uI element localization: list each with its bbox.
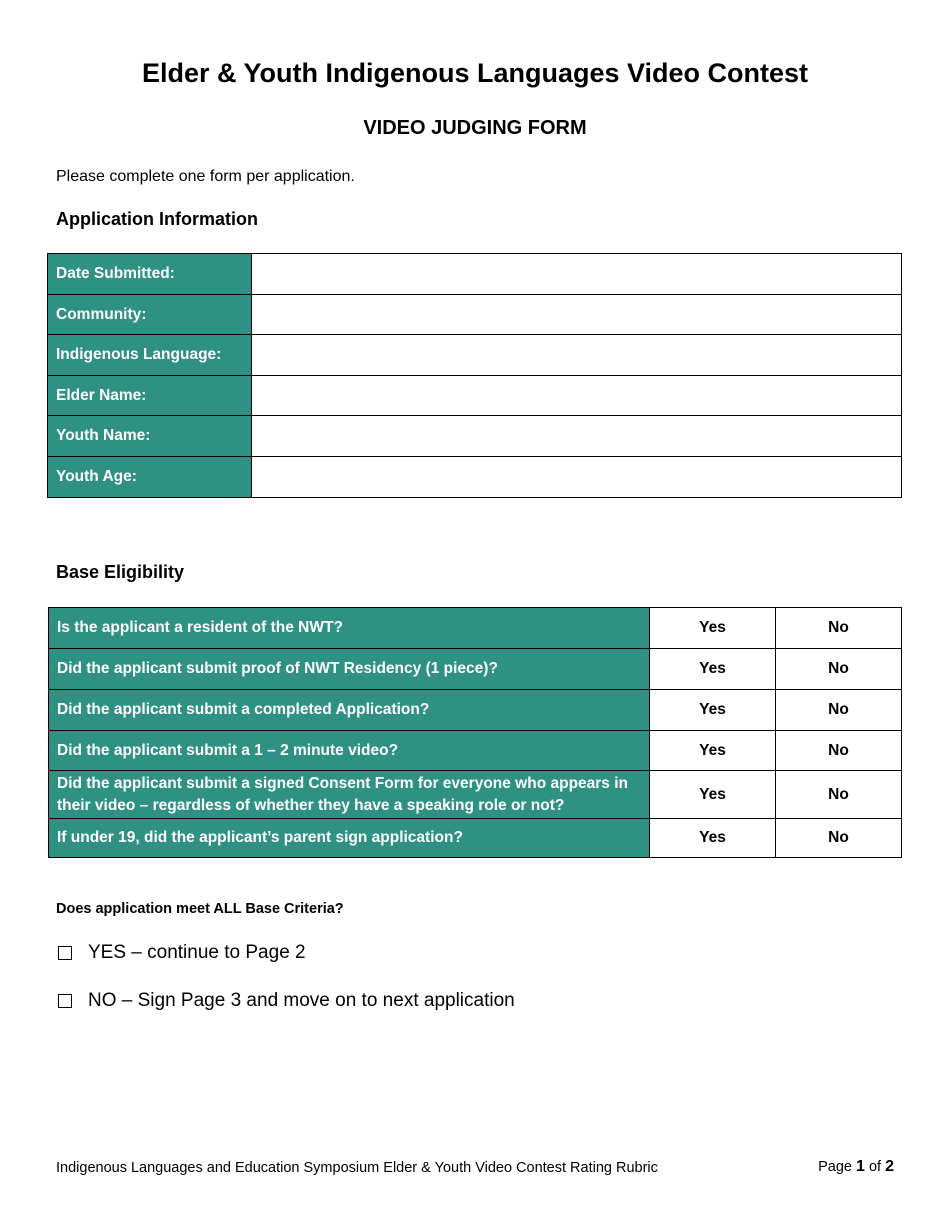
application-info-table bbox=[47, 253, 902, 498]
youth-name-label: Youth Name: bbox=[48, 416, 252, 457]
yes-option[interactable]: Yes bbox=[650, 649, 776, 690]
row-date-submitted bbox=[48, 254, 902, 295]
eligibility-row bbox=[49, 731, 902, 771]
no-option[interactable]: No bbox=[776, 690, 902, 731]
eligibility-question: Did the applicant submit a signed Consent Form for everyone who appears in their video – regardless of whether they have a speaking role or not? bbox=[49, 771, 650, 819]
yes-option[interactable]: Yes bbox=[650, 771, 776, 819]
row-youth-name bbox=[48, 416, 902, 457]
eligibility-question: If under 19, did the applicant’s parent sign application? bbox=[49, 819, 650, 858]
eligibility-row bbox=[49, 690, 902, 731]
community-label: Community: bbox=[48, 295, 252, 335]
date-submitted-label: Date Submitted: bbox=[48, 254, 252, 295]
option-no-label: NO – Sign Page 3 and move on to next application bbox=[88, 990, 515, 1011]
base-eligibility-heading: Base Eligibility bbox=[56, 562, 185, 582]
no-option[interactable]: No bbox=[776, 608, 902, 649]
option-no[interactable] bbox=[56, 990, 515, 1012]
page-number bbox=[818, 1158, 894, 1176]
page-current: 1 bbox=[856, 1158, 865, 1175]
eligibility-row bbox=[49, 771, 902, 819]
footer-text: Indigenous Languages and Education Symposium Elder & Youth Video Contest Rating Rubric bbox=[56, 1160, 658, 1176]
yes-option[interactable]: Yes bbox=[650, 731, 776, 771]
no-option[interactable]: No bbox=[776, 771, 902, 819]
eligibility-row bbox=[49, 819, 902, 858]
eligibility-table bbox=[48, 607, 902, 858]
row-community bbox=[48, 295, 902, 335]
indigenous-language-field[interactable] bbox=[252, 335, 902, 376]
row-youth-age bbox=[48, 457, 902, 498]
elder-name-field[interactable] bbox=[252, 376, 902, 416]
row-elder-name bbox=[48, 376, 902, 416]
yes-option[interactable]: Yes bbox=[650, 819, 776, 858]
eligibility-row bbox=[49, 649, 902, 690]
yes-option[interactable]: Yes bbox=[650, 608, 776, 649]
no-option[interactable]: No bbox=[776, 731, 902, 771]
row-indigenous-language bbox=[48, 335, 902, 376]
page-total: 2 bbox=[885, 1158, 894, 1175]
date-submitted-field[interactable] bbox=[252, 254, 902, 295]
youth-age-label: Youth Age: bbox=[48, 457, 252, 498]
elder-name-label: Elder Name: bbox=[48, 376, 252, 416]
youth-age-field[interactable] bbox=[252, 457, 902, 498]
no-option[interactable]: No bbox=[776, 649, 902, 690]
yes-option[interactable]: Yes bbox=[650, 690, 776, 731]
eligibility-row bbox=[49, 608, 902, 649]
eligibility-question: Did the applicant submit proof of NWT Residency (1 piece)? bbox=[49, 649, 650, 690]
application-info-heading: Application Information bbox=[56, 209, 258, 229]
indigenous-language-label: Indigenous Language: bbox=[48, 335, 252, 376]
eligibility-question: Did the applicant submit a completed Application? bbox=[49, 690, 650, 731]
option-yes-label: YES – continue to Page 2 bbox=[88, 942, 306, 963]
youth-name-field[interactable] bbox=[252, 416, 902, 457]
no-option[interactable]: No bbox=[776, 819, 902, 858]
checkbox-yes[interactable] bbox=[58, 946, 72, 960]
instruction-text: Please complete one form per application. bbox=[56, 168, 355, 185]
eligibility-question: Did the applicant submit a 1 – 2 minute video? bbox=[49, 731, 650, 771]
page-of: of bbox=[868, 1159, 882, 1175]
form-title: Elder & Youth Indigenous Languages Video Contest bbox=[141, 58, 809, 88]
page-label: Page bbox=[818, 1159, 852, 1175]
eligibility-question: Is the applicant a resident of the NWT? bbox=[49, 608, 650, 649]
community-field[interactable] bbox=[252, 295, 902, 335]
criteria-question: Does application meet ALL Base Criteria? bbox=[56, 901, 344, 917]
checkbox-no[interactable] bbox=[58, 994, 72, 1008]
form-subtitle: VIDEO JUDGING FORM bbox=[363, 117, 587, 139]
option-yes[interactable] bbox=[56, 942, 306, 964]
